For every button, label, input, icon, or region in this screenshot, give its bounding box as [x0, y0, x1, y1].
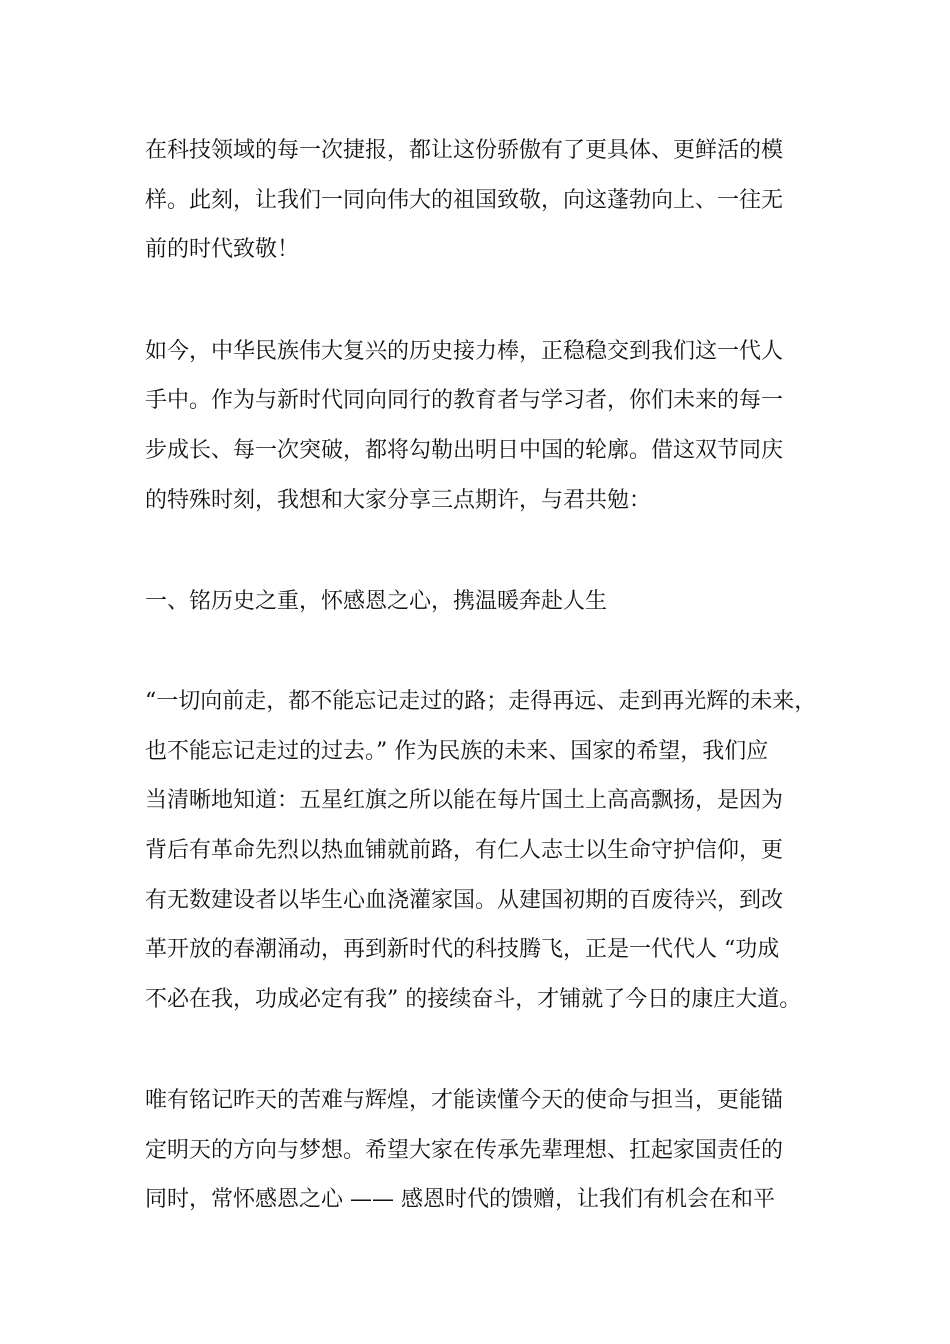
paragraph-1-line-2: 样。此刻，让我们一同向伟大的祖国致敬，向这蓬勃向上、一往无: [145, 188, 784, 213]
paragraph-3-line-7: 不必在我，功成必定有我” 的接续奋斗，才铺就了今日的康庄大道。: [145, 987, 802, 1012]
paragraph-2-line-2: 手中。作为与新时代同向同行的教育者与学习者，你们未来的每一: [145, 388, 784, 413]
paragraph-3-line-3: 当清晰地知道：五星红旗之所以能在每片国土上高高飘扬，是因为: [145, 788, 784, 813]
paragraph-4-line-3: 同时，常怀感恩之心 —— 感恩时代的馈赠，让我们有机会在和平: [145, 1187, 775, 1212]
paragraph-3-line-5: 有无数建设者以毕生心血浇灌家国。从建国初期的百废待兴，到改: [145, 888, 784, 913]
paragraph-2-line-3: 步成长、每一次突破，都将勾勒出明日中国的轮廓。借这双节同庆: [145, 438, 784, 463]
paragraph-3-line-4: 背后有革命先烈以热血铺就前路，有仁人志士以生命守护信仰，更: [145, 838, 784, 863]
paragraph-4-line-2: 定明天的方向与梦想。希望大家在传承先辈理想、扛起家国责任的: [145, 1138, 784, 1163]
paragraph-3-line-2: 也不能忘记走过的过去。” 作为民族的未来、国家的希望，我们应: [145, 739, 769, 764]
paragraph-2-line-1: 如今，中华民族伟大复兴的历史接力棒，正稳稳交到我们这一代人: [145, 339, 784, 364]
paragraph-3-line-6: 革开放的春潮涌动，再到新时代的科技腾飞，正是一代代人 “功成: [145, 937, 780, 962]
paragraph-1-line-1: 在科技领域的每一次捷报，都让这份骄傲有了更具体、更鲜活的模: [145, 138, 784, 163]
paragraph-4-line-1: 唯有铭记昨天的苦难与辉煌，才能读懂今天的使命与担当，更能锚: [145, 1088, 784, 1113]
paragraph-3-line-1: “一切向前走，都不能忘记走过的路；走得再远、走到再光辉的未来，: [145, 689, 817, 714]
paragraph-2-line-4: 的特殊时刻，我想和大家分享三点期许，与君共勉：: [145, 488, 652, 513]
paragraph-1-line-3: 前的时代致敬！: [145, 237, 300, 262]
section-heading-1: 一、铭历史之重，怀感恩之心，携温暖奔赴人生: [145, 589, 608, 614]
